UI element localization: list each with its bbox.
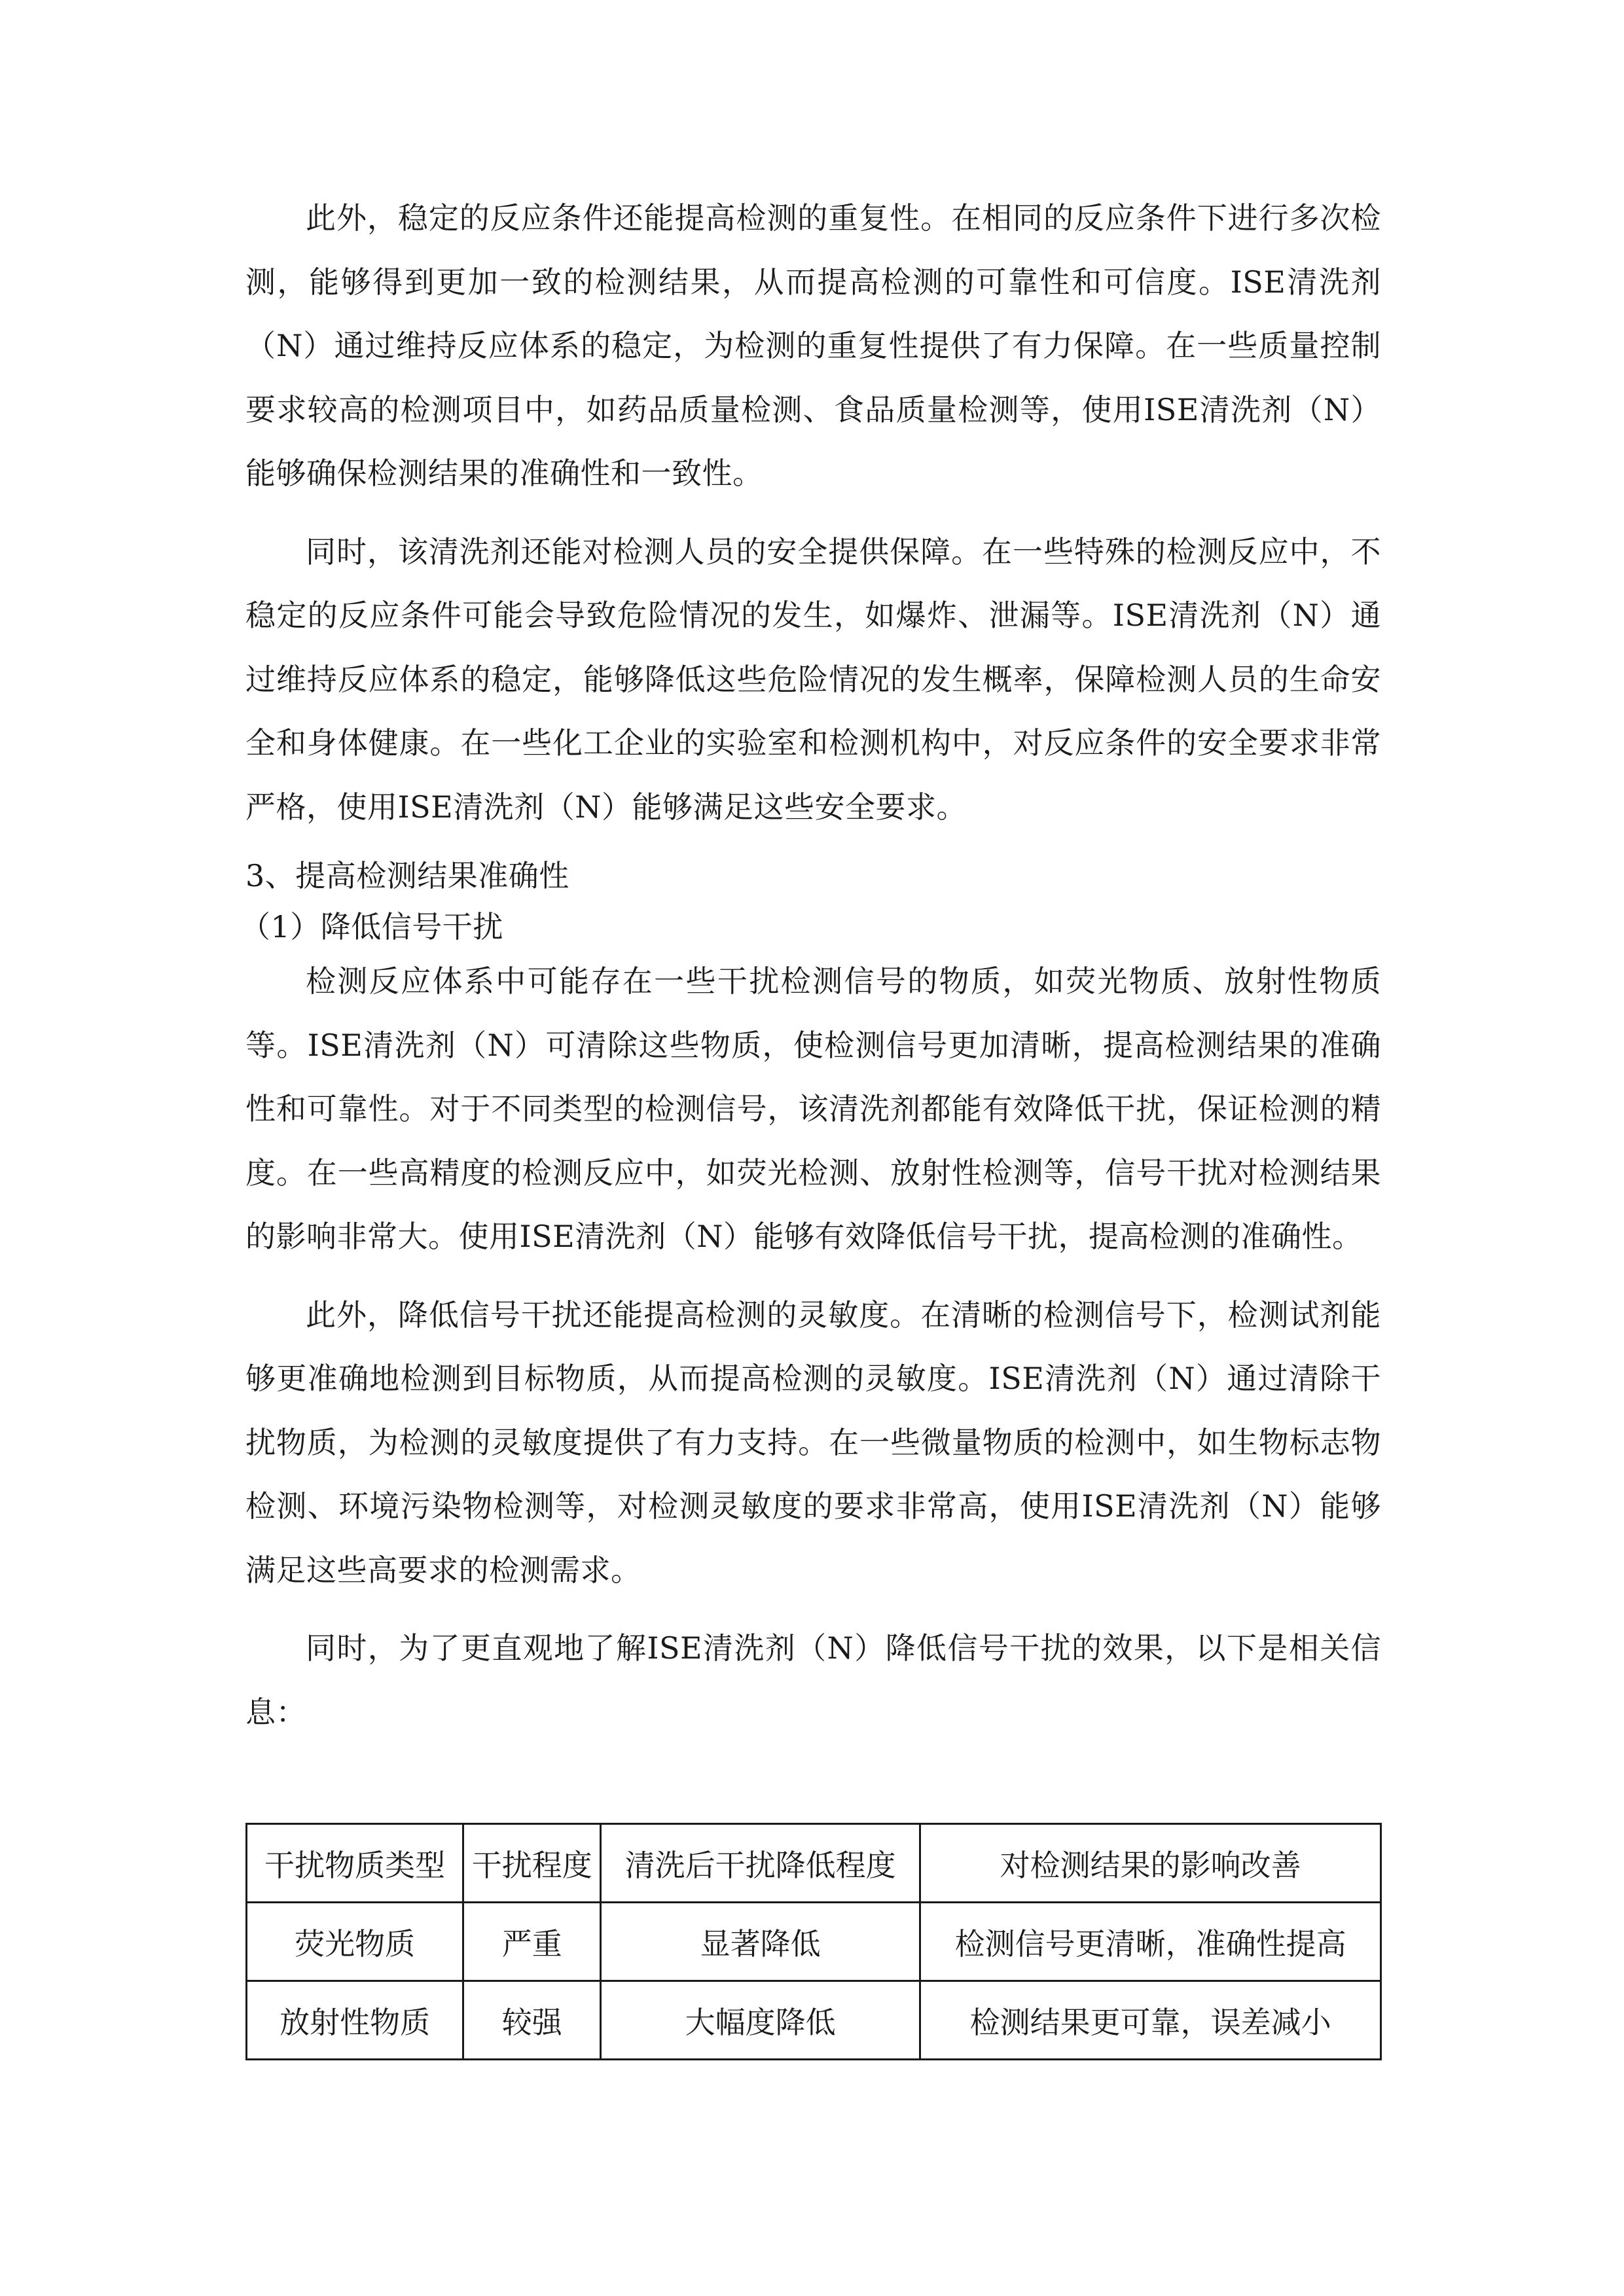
table-cell: 放射性物质 — [247, 1981, 463, 2060]
paragraph-signal-interference: 检测反应体系中可能存在一些干扰检测信号的物质，如荧光物质、放射性物质等。ISE清洗剂（N）可清除这些物质，使检测信号更加清晰，提高检测结果的准确性和可靠性。对于不同类型的检测信号，该清洗剂都能有效降低干扰，保证检测的精度。在一些高精度的检测反应中，如荧光检测、放射性检测等，信号干扰对检测结果的影响非常大。使用ISE清洗剂（N）能够有效降低信号干扰，提高检测的准确性。 — [245, 963, 1381, 1254]
table-cell: 显著降低 — [601, 1903, 920, 1981]
table-cell: 检测信号更清晰，准确性提高 — [920, 1903, 1381, 1981]
table-header-cell: 清洗后干扰降低程度 — [601, 1824, 920, 1903]
section-heading: 3、提高检测结果准确性 — [245, 858, 569, 893]
table-row — [247, 1981, 1381, 2060]
table-cell: 较强 — [463, 1981, 601, 2060]
paragraph-table-intro: 同时，为了更直观地了解ISE清洗剂（N）降低信号干扰的效果，以下是相关信息： — [245, 1630, 1381, 1730]
interference-table — [245, 1823, 1382, 2060]
subsection-heading: （1）降低信号干扰 — [240, 908, 503, 944]
table-row — [247, 1903, 1381, 1981]
paragraph-safety: 同时，该清洗剂还能对检测人员的安全提供保障。在一些特殊的检测反应中，不稳定的反应条件可能会导致危险情况的发生，如爆炸、泄漏等。ISE清洗剂（N）通过维持反应体系的稳定，能够降低这些危险情况的发生概率，保障检测人员的生命安全和身体健康。在一些化工企业的实验室和检测机构中，对反应条件的安全要求非常严格，使用ISE清洗剂（N）能够满足这些安全要求。 — [245, 533, 1381, 825]
table-cell: 严重 — [463, 1903, 601, 1981]
table-cell: 荧光物质 — [247, 1903, 463, 1981]
paragraph-repeatability: 此外，稳定的反应条件还能提高检测的重复性。在相同的反应条件下进行多次检测，能够得到更加一致的检测结果，从而提高检测的可靠性和可信度。ISE清洗剂（N）通过维持反应体系的稳定，为检测的重复性提供了有力保障。在一些质量控制要求较高的检测项目中，如药品质量检测、食品质量检测等，使用ISE清洗剂（N）能够确保检测结果的准确性和一致性。 — [245, 200, 1381, 491]
table-header-row — [247, 1824, 1381, 1903]
document-body — [240, 187, 1381, 1744]
table-header-cell: 干扰程度 — [463, 1824, 601, 1903]
paragraph-sensitivity: 此外，降低信号干扰还能提高检测的灵敏度。在清晰的检测信号下，检测试剂能够更准确地检测到目标物质，从而提高检测的灵敏度。ISE清洗剂（N）通过清除干扰物质，为检测的灵敏度提供了有力支持。在一些微量物质的检测中，如生物标志物检测、环境污染物检测等，对检测灵敏度的要求非常高，使用ISE清洗剂（N）能够满足这些高要求的检测需求。 — [245, 1297, 1381, 1588]
table-header-cell: 对检测结果的影响改善 — [920, 1824, 1381, 1903]
table-header-cell: 干扰物质类型 — [247, 1824, 463, 1903]
table-cell: 检测结果更可靠，误差减小 — [920, 1981, 1381, 2060]
table-cell: 大幅度降低 — [601, 1981, 920, 2060]
